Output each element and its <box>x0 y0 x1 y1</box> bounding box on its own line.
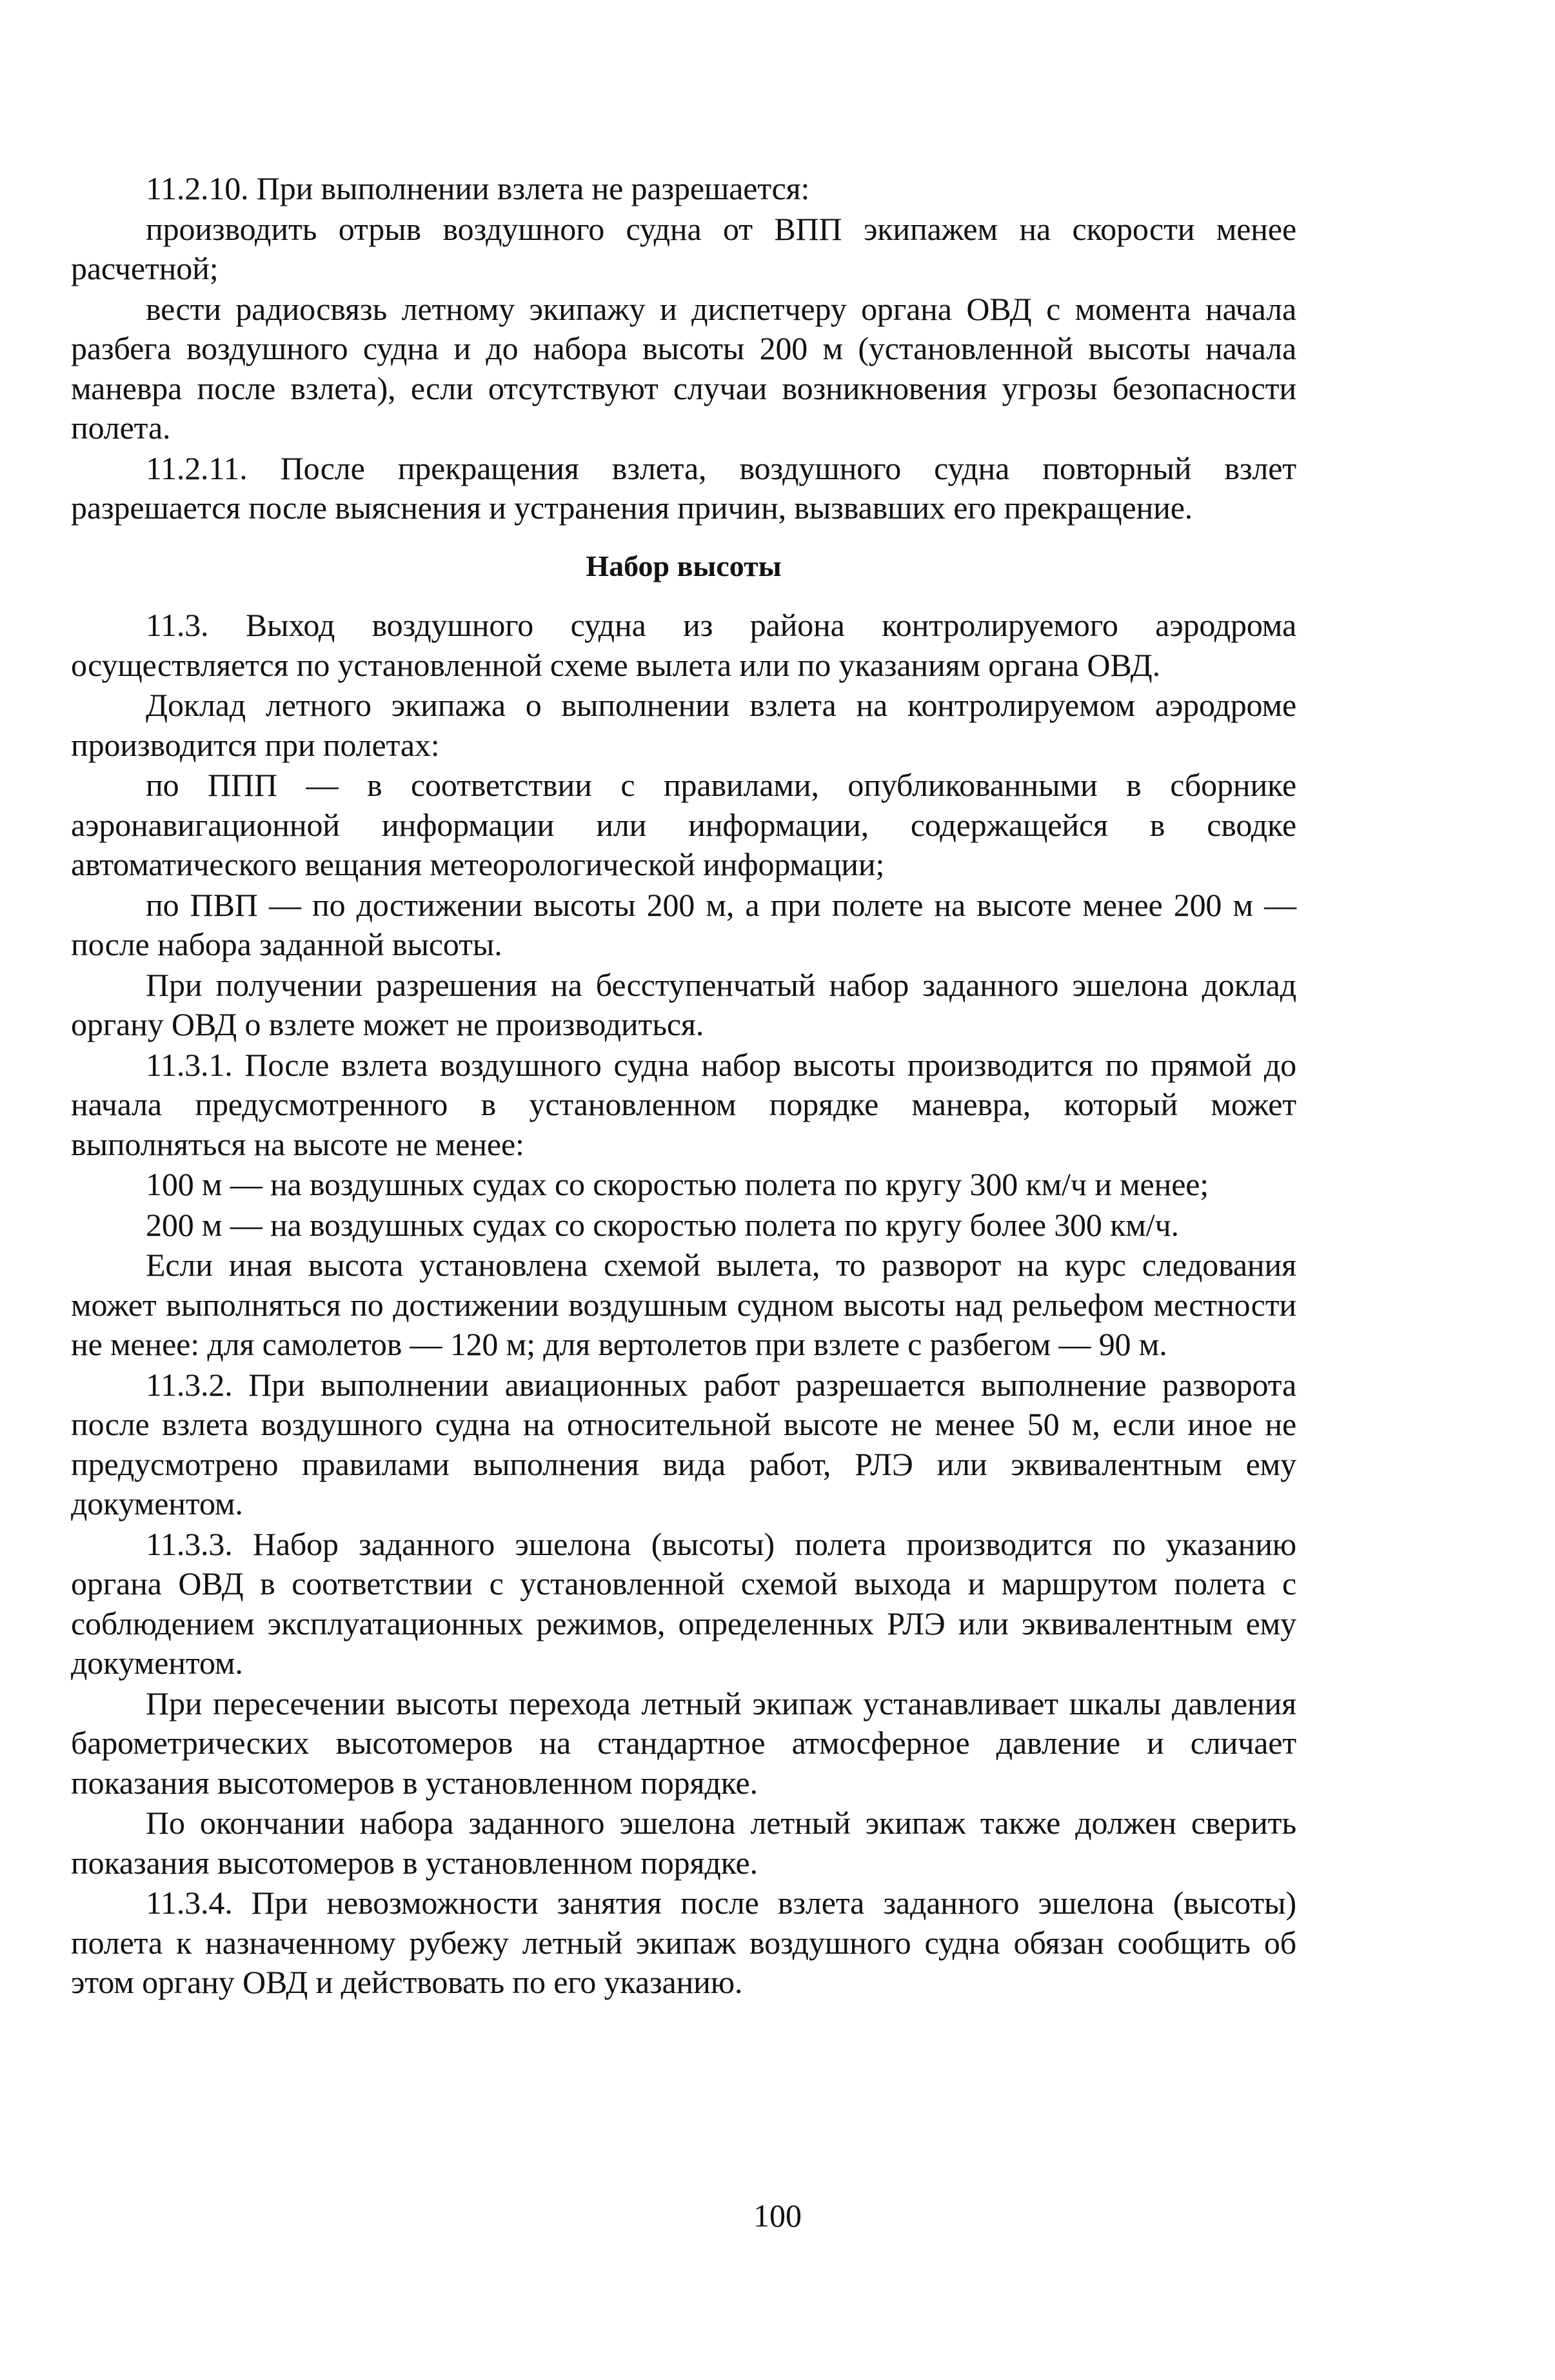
page-body <box>71 169 1296 2003</box>
paragraph-11-2-11: 11.2.11. После прекращения взлета, воздушного судна повторный взлет разрешается после выяснения и устранения причин, вызвавших его прекращение. <box>71 450 1296 526</box>
paragraph-takeoff-report: Доклад летного экипажа о выполнении взлета на контролируемом аэродроме производится при полетах: <box>71 687 1296 763</box>
paragraph-11-3-4: 11.3.4. При невозможности занятия после взлета заданного эшелона (высоты) полета к назначенному рубежу летный экипаж воздушного судна обязан сообщить об этом органу ОВД и действовать по его указанию. <box>71 1885 1296 2000</box>
paragraph-200m: 200 м — на воздушных судах со скоростью полета по кругу более 300 км/ч. <box>146 1206 1179 1243</box>
paragraph-radio-communication: вести радиосвязь летному экипажу и диспетчеру органа ОВД с момента начала разбега воздушного судна и до набора высоты 200 м (установленной высоты начала маневра после взлета), если отсутствуют случаи возникновения угрозы безопасности полета. <box>71 290 1296 446</box>
paragraph-100m: 100 м — на воздушных судах со скоростью полета по кругу 300 км/ч и менее; <box>146 1166 1209 1202</box>
paragraph-altimeter-check: По окончании набора заданного эшелона летный экипаж также должен сверить показания высотомеров в установленном порядке. <box>71 1805 1296 1881</box>
paragraph-ifr: по ППП — в соответствии с правилами, опубликованными в сборнике аэронавигационной информации или информации, содержащейся в сводке автоматического вещания метеорологической информации; <box>71 767 1296 882</box>
paragraph-11-3: 11.3. Выход воздушного судна из района контролируемого аэродрома осуществляется по установленной схеме вылета или по указаниям органа ОВД. <box>71 607 1296 683</box>
paragraph-11-3-2: 11.3.2. При выполнении авиационных работ разрешается выполнение разворота после взлета воздушного судна на относительной высоте не менее 50 м, если иное не предусмотрено правилами выполнения вида работ, РЛЭ или эквивалентным ему документом. <box>71 1366 1296 1522</box>
page-number: 100 <box>753 2197 802 2234</box>
paragraph-11-2-10: 11.2.10. При выполнении взлета не разрешается: <box>146 170 810 206</box>
paragraph-11-3-1: 11.3.1. После взлета воздушного судна набор высоты производится по прямой до начала предусмотренного в установленном порядке маневра, который может выполняться на высоте не менее: <box>71 1046 1296 1162</box>
paragraph-liftoff-speed: производить отрыв воздушного судна от ВПП экипажем на скорости менее расчетной; <box>71 210 1296 286</box>
paragraph-departure-scheme: Если иная высота установлена схемой вылета, то разворот на курс следования может выполняться по достижении воздушным судном высоты над рельефом местности не менее: для самолетов — 120 м; для вертолетов при взлете с разбегом — 90 м. <box>71 1247 1296 1362</box>
paragraph-continuous-climb: При получении разрешения на бесступенчатый набор заданного эшелона доклад органу ОВД о взлете может не производиться. <box>71 966 1296 1042</box>
paragraph-11-3-3: 11.3.3. Набор заданного эшелона (высоты) полета производится по указанию органа ОВД в соответствии с установленной схемой выхода и маршрутом полета с соблюдением эксплуатационных режимов, определенных РЛЭ или эквивалентным ему документом. <box>71 1525 1296 1681</box>
section-heading: Набор высоты <box>586 549 782 582</box>
paragraph-vfr: по ПВП — по достижении высоты 200 м, а при полете на высоте менее 200 м — после набора заданной высоты. <box>71 886 1296 962</box>
paragraph-transition-altitude: При пересечении высоты перехода летный экипаж устанавливает шкалы давления барометрических высотомеров на стандартное атмосферное давление и сличает показания высотомеров в установленном порядке. <box>71 1685 1296 1801</box>
